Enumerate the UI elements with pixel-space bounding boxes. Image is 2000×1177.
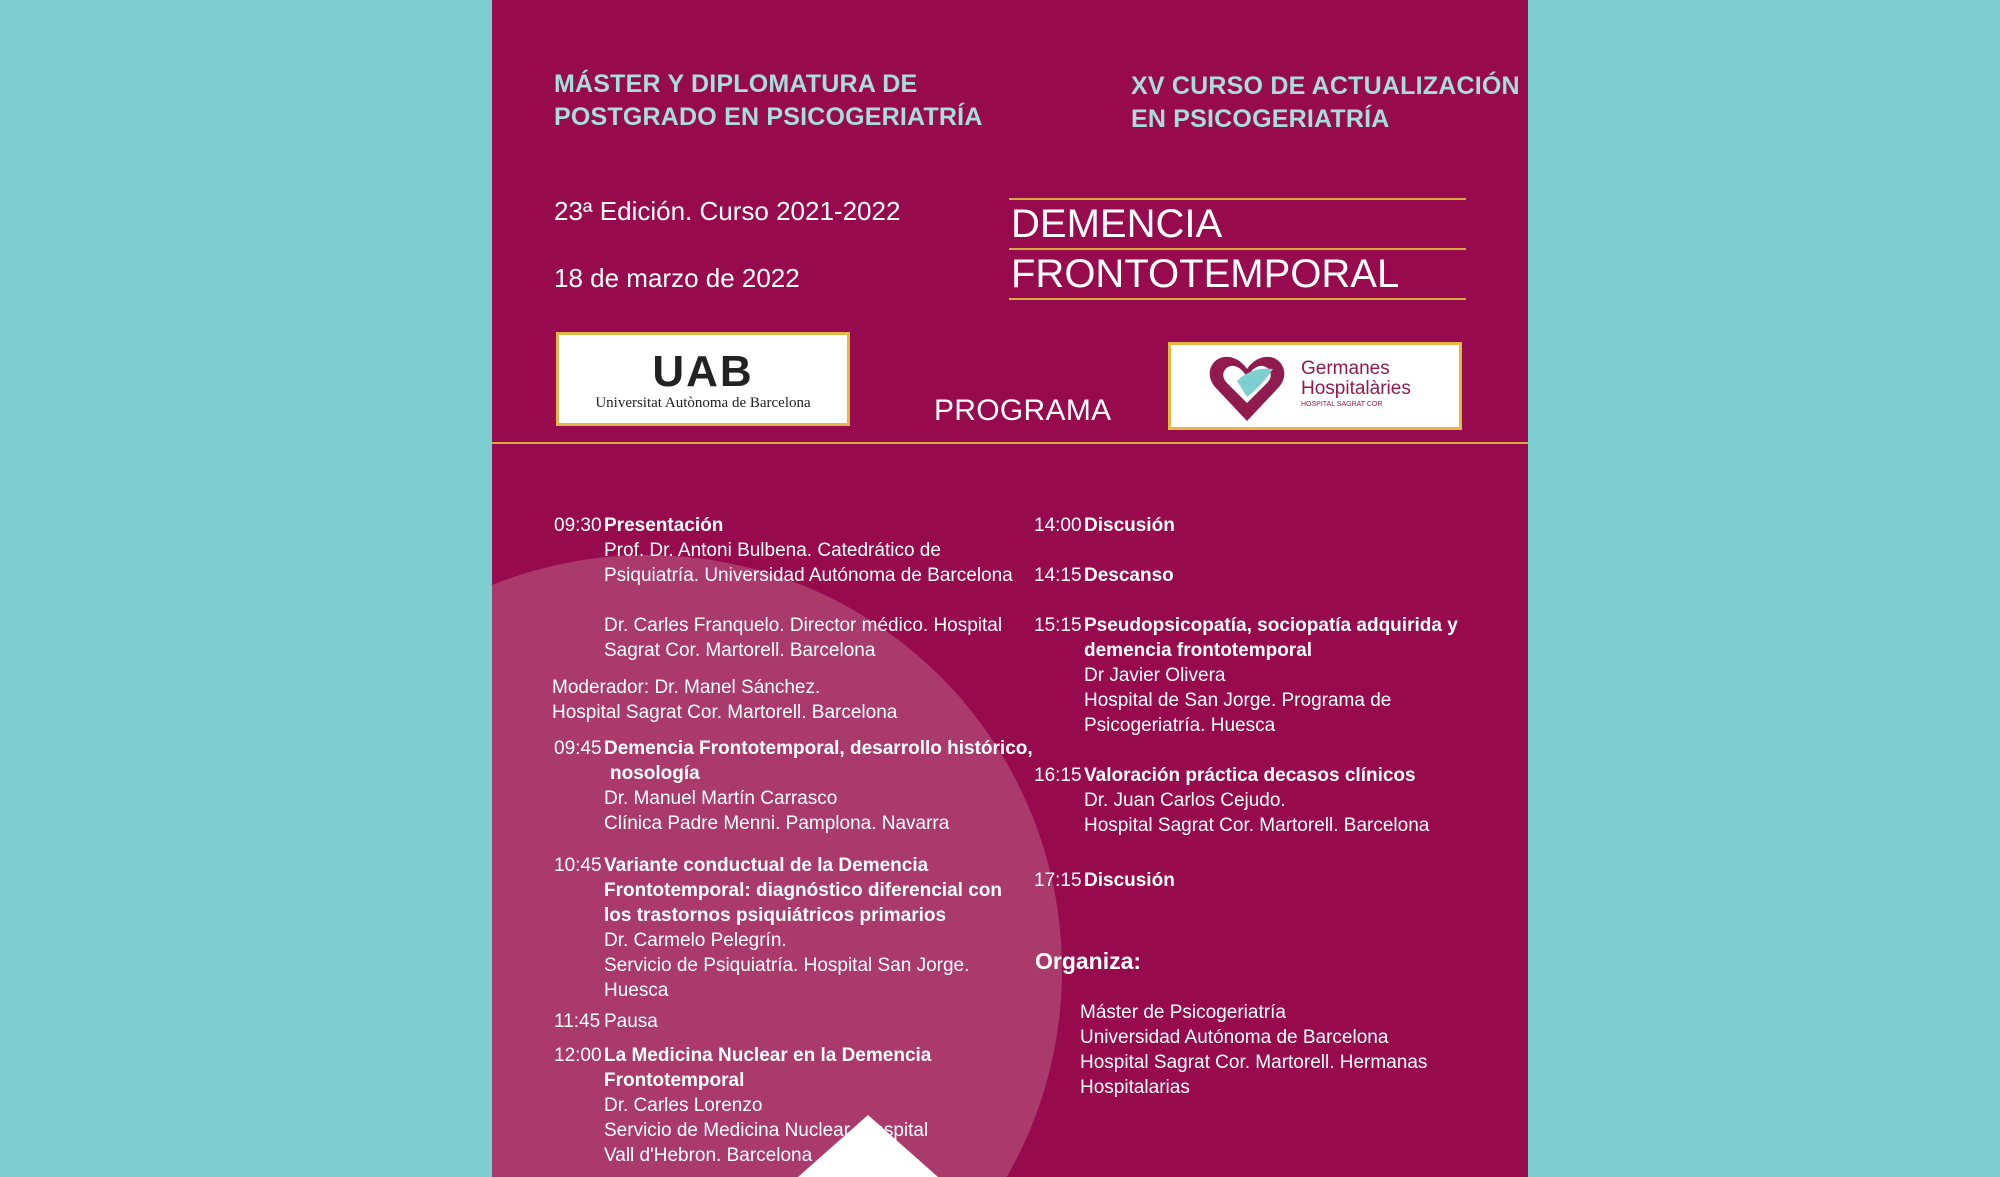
session-pseudopsicopatia: [1034, 613, 1458, 738]
organizer-line: Hospital Sagrat Cor. Martorell. Hermanas: [1080, 1052, 1428, 1073]
main-title-line-2: FRONTOTEMPORAL: [1011, 252, 1400, 296]
speaker-line: Servicio de Medicina Nuclear. Hospital: [604, 1120, 929, 1141]
speaker-line: Vall d'Hebron. Barcelona: [604, 1145, 813, 1166]
session-time: 12:00: [554, 1045, 602, 1066]
course-title-line-1: XV CURSO DE ACTUALIZACIÓN: [1131, 72, 1520, 100]
session-discusion-2: [1034, 868, 1175, 893]
session-time: 15:15: [1034, 615, 1082, 636]
germanes-subtitle: HOSPITAL SAGRAT COR: [1301, 401, 1383, 408]
session-time: 14:15: [1034, 565, 1082, 586]
programa-heading: PROGRAMA: [934, 394, 1112, 427]
session-descanso: [1034, 563, 1174, 588]
master-title: [554, 68, 983, 134]
speaker-line: Dr. Manuel Martín Carrasco: [604, 788, 838, 809]
organizer-line: Hospitalarias: [1080, 1077, 1190, 1098]
speaker-line: Dr Javier Olivera: [1084, 665, 1226, 686]
uab-letters: UAB: [652, 347, 754, 396]
session-title: Discusión: [1084, 515, 1175, 536]
session-historia: [554, 736, 1033, 836]
speaker-line: Psiquiatría. Universidad Autónoma de Barcelona: [604, 565, 1013, 586]
speaker-line: Clínica Padre Menni. Pamplona. Navarra: [604, 813, 950, 834]
session-presentacion: [554, 513, 1013, 663]
session-title: Variante conductual de la Demencia: [604, 855, 929, 876]
session-title-cont: Frontotemporal: [604, 1070, 745, 1091]
organizer-line: Máster de Psicogeriatría: [1080, 1002, 1286, 1023]
moderator-line-1: Moderador: Dr. Manel Sánchez.: [552, 677, 821, 698]
session-time: 09:30: [554, 515, 602, 536]
speaker-line: Psicogeriatría. Huesca: [1084, 715, 1276, 736]
session-time: 14:00: [1034, 515, 1082, 536]
speaker-line: Prof. Dr. Antoni Bulbena. Catedrático de: [604, 540, 941, 561]
germanes-line-1: Germanes: [1301, 358, 1390, 379]
session-time: 11:45: [554, 1011, 601, 1032]
session-time: 10:45: [554, 855, 602, 876]
session-title-cont: los trastornos psiquiátricos primarios: [604, 905, 947, 926]
session-title: Pausa: [604, 1011, 658, 1032]
session-variante: [554, 853, 1002, 1003]
session-title-cont: demencia frontotemporal: [1084, 640, 1313, 661]
heart-icon: [1207, 351, 1287, 425]
speaker-line: Dr. Carmelo Pelegrín.: [604, 930, 787, 951]
speaker-line: Huesca: [604, 980, 669, 1001]
session-title-cont: nosología: [610, 763, 700, 784]
moderator: [552, 675, 897, 725]
session-title: Pseudopsicopatía, sociopatía adquirida y: [1084, 615, 1458, 636]
organizers-list: [1080, 1000, 1427, 1100]
session-title: Discusión: [1084, 870, 1175, 891]
course-title: [1131, 70, 1520, 136]
speaker-line: Hospital de San Jorge. Programa de: [1084, 690, 1392, 711]
main-title-line-1: DEMENCIA: [1011, 202, 1223, 246]
session-title: Valoración práctica decasos clínicos: [1084, 765, 1416, 786]
session-title: La Medicina Nuclear en la Demencia: [604, 1045, 932, 1066]
speaker-line: Dr. Carles Franquelo. Director médico. Hospital: [604, 615, 1003, 636]
germanes-logo: [1168, 342, 1462, 430]
speaker-line: Sagrat Cor. Martorell. Barcelona: [604, 640, 876, 661]
session-discusion-1: [1034, 513, 1175, 538]
session-title: Descanso: [1084, 565, 1174, 586]
session-time: 17:15: [1034, 870, 1082, 891]
organiza-heading: Organiza:: [1035, 948, 1142, 974]
event-date: 18 de marzo de 2022: [554, 263, 800, 293]
main-title: [1009, 198, 1466, 300]
moderator-line-2: Hospital Sagrat Cor. Martorell. Barcelona: [552, 702, 898, 723]
master-title-line-1: MÁSTER Y DIPLOMATURA DE: [554, 70, 918, 98]
session-title-cont: Frontotemporal: diagnóstico diferencial con: [604, 880, 1002, 901]
speaker-line: Servicio de Psiquiatría. Hospital San Jorge.: [604, 955, 970, 976]
session-casos-clinicos: [1034, 763, 1429, 838]
speaker-line: Hospital Sagrat Cor. Martorell. Barcelona: [1084, 815, 1430, 836]
speaker-line: Dr. Juan Carlos Cejudo.: [1084, 790, 1286, 811]
session-time: 16:15: [1034, 765, 1082, 786]
edition-text: 23ª Edición. Curso 2021-2022: [554, 196, 901, 226]
session-pausa: [554, 1009, 658, 1034]
germanes-line-2: Hospitalàries: [1301, 378, 1411, 399]
organizer-line: Universidad Autónoma de Barcelona: [1080, 1027, 1389, 1048]
uab-name: Universitat Autònoma de Barcelona: [595, 395, 811, 411]
uab-logo: [556, 332, 850, 426]
speaker-line: Dr. Carles Lorenzo: [604, 1095, 763, 1116]
germanes-name: [1301, 359, 1411, 411]
session-time: 09:45: [554, 738, 602, 759]
decorative-triangle: [798, 1115, 938, 1177]
header-divider: [492, 442, 1528, 444]
poster: [492, 0, 1528, 1177]
session-title: Presentación: [604, 515, 724, 536]
session-title: Demencia Frontotemporal, desarrollo histórico,: [604, 738, 1033, 759]
course-title-line-2: EN PSICOGERIATRÍA: [1131, 105, 1390, 133]
master-title-line-2: POSTGRADO EN PSICOGERIATRÍA: [554, 103, 983, 131]
